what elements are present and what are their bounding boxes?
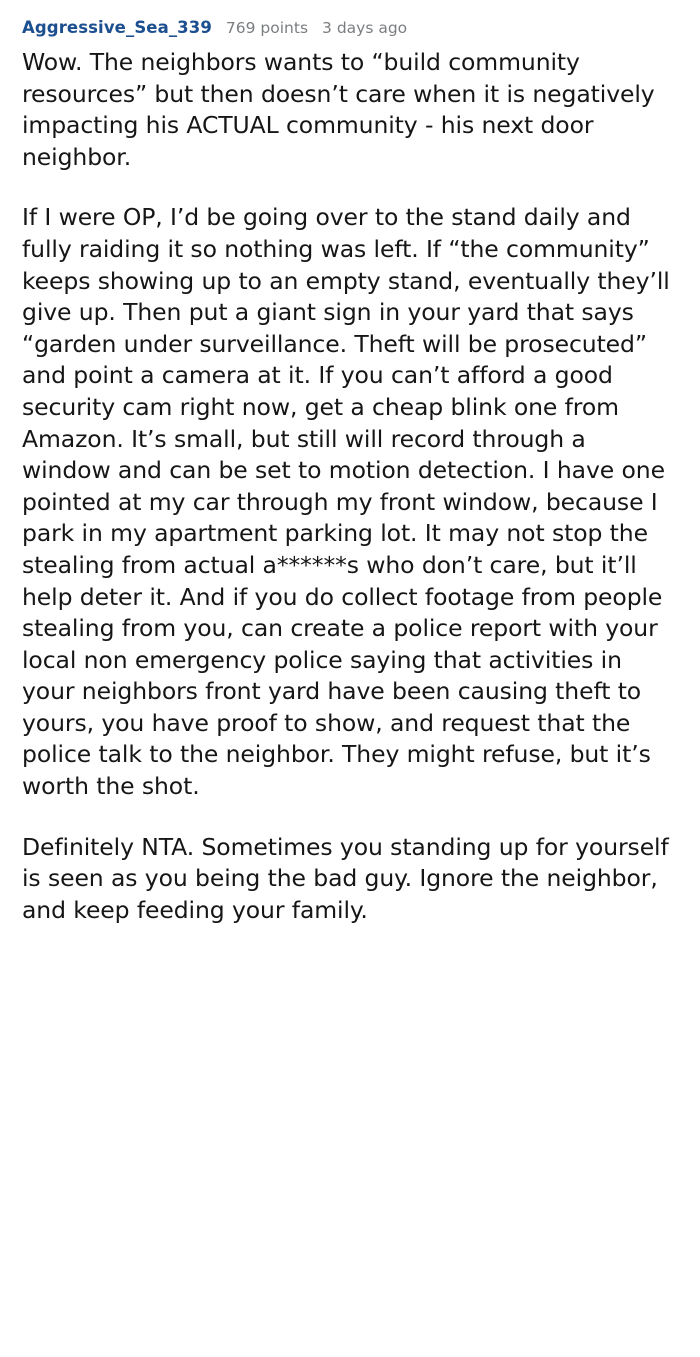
comment-body — [22, 47, 678, 926]
comment-meta — [22, 18, 678, 37]
comment-paragraph: Definitely NTA. Sometimes you standing up for yourself is seen as you being the bad guy. Ignore the neighbor, and keep feeding your family. — [22, 832, 669, 924]
comment-paragraph: Wow. The neighbors wants to “build community resources” but then doesn’t care when it is negatively impacting his ACTUAL community - his next door neighbor. — [22, 48, 655, 171]
comment-paragraph: If I were OP, I’d be going over to the stand daily and fully raiding it so nothing was left. If “the community” keeps showing up to an empty stand, eventually they’ll give up. Then put a giant sign in your yard that says “garden under surveillance. Theft will be prosecuted” and point a camera at it. If you can’t afford a good security cam right now, get a cheap blink one from Amazon. It’s small, but still will record through a window and can be set to motion detection. I have one pointed at my car through my front window, because I park in my apartment parking lot. It may not stop the stealing from actual a******s who don’t care, but it’ll help deter it. And if you do collect footage from people stealing from you, can create a police report with your local non emergency police saying that activities in your neighbors front yard have been causing theft to yours, you have proof to show, and request that the police talk to the neighbor. They might refuse, but it’s worth the shot. — [22, 203, 670, 801]
comment-timestamp: 3 days ago — [322, 19, 408, 37]
comment-author-link[interactable]: Aggressive_Sea_339 — [22, 18, 212, 37]
comment-points: 769 points — [225, 19, 309, 37]
